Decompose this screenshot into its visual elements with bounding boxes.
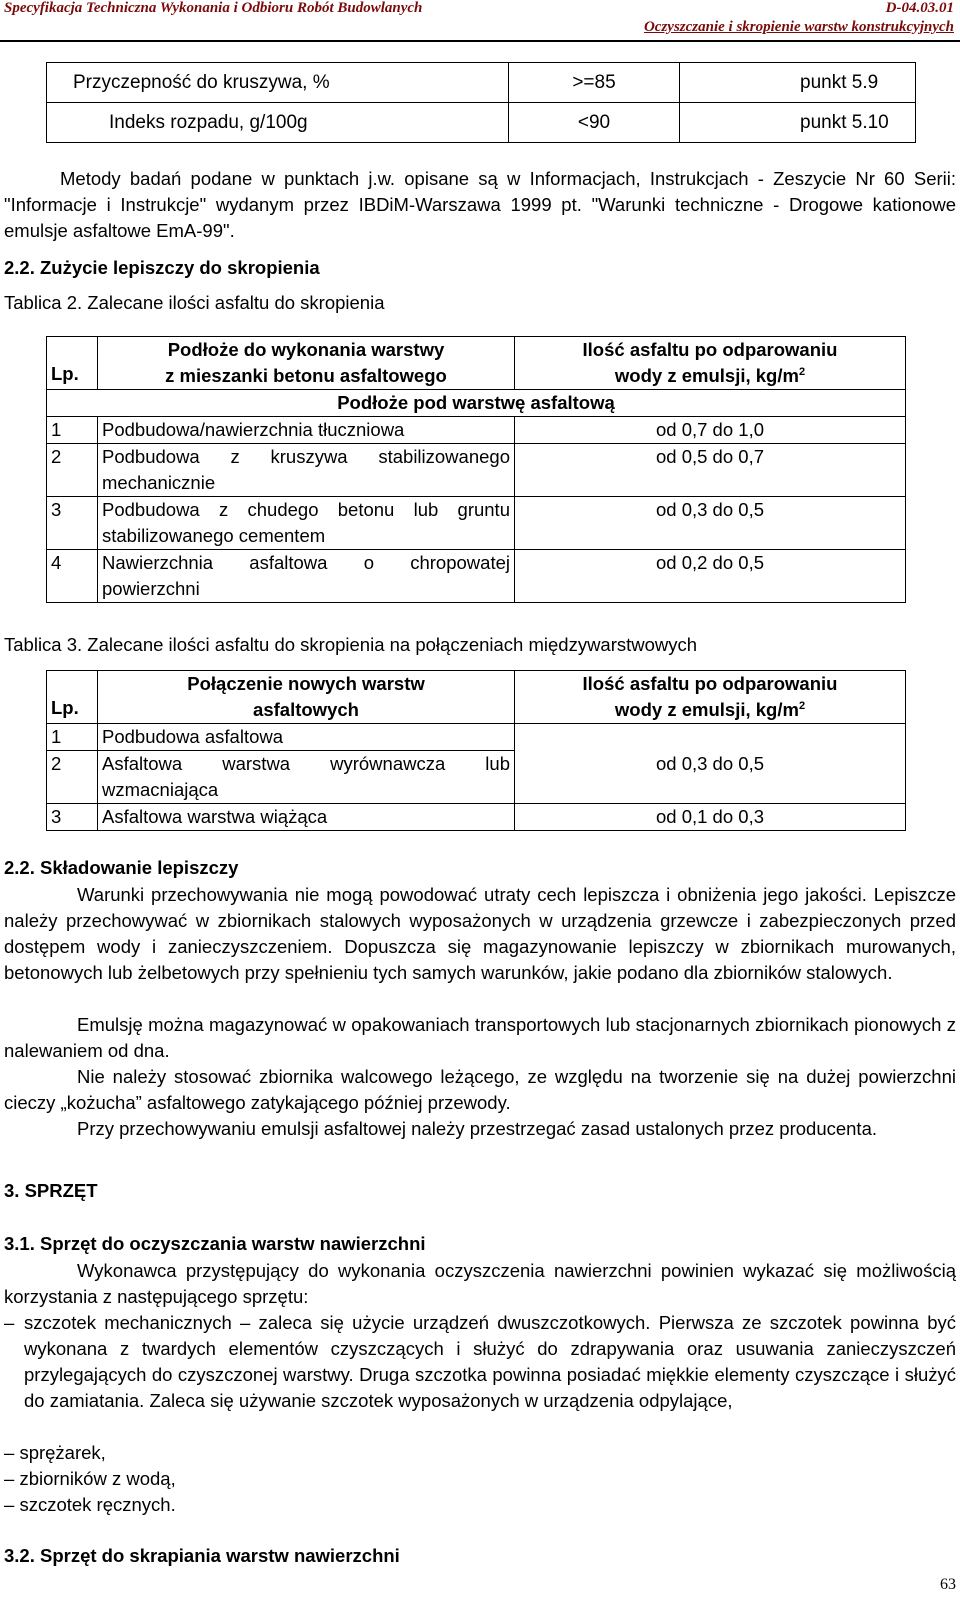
interlayer-asphalt-table [46,670,906,831]
list-item [4,1466,176,1492]
row-amount: od 0,3 do 0,5 [515,724,906,804]
row-description: Asfaltowa warstwa wyrównawcza lub wzmacniająca [98,751,515,804]
body-paragraph: Nie należy stosować zbiornika walcowego leżącego, ze względu na tworzenie się na dużej powierzchni cieczy „kożucha” asfaltowego zatykającego później przewody. [4,1066,956,1113]
header-spec-code: D-04.03.01 [885,0,954,16]
properties-table [46,62,916,143]
column-header [515,337,906,390]
body-paragraph: Warunki przechowywania nie mogą powodować utraty cech lepiszcza i obniżenia jego jakości. Lepiszcze należy przechowywać w zbiornikach stalowych wyposażonych w urządzenia grzewcze i zabezpieczonych przed dostępem wody i zanieczyszczeniem. Dopuszcza się magazynowanie lepiszczy w zbiornikach murowanych, betonowych lub żelbetowych przy spełnieniu tych samych warunków, jakie podano dla zbiorników stalowych. [4,884,956,983]
list-bullet: – [4,1312,15,1333]
section-heading: 2.2. Zużycie lepiszczy do skropienia [4,257,320,278]
row-description: Podbudowa asfaltowa [98,724,515,751]
table-row [47,724,906,751]
list-item [4,1440,106,1466]
list-bullet: – [4,1494,15,1515]
row-number: 1 [47,417,98,444]
section-heading: 2.2. Składowanie lepiszczy [4,857,239,878]
group-header: Podłoże pod warstwę asfaltową [47,390,906,417]
body-paragraph: Przy przechowywaniu emulsji asfaltowej należy przestrzegać zasad ustalonych przez producenta. [77,1118,877,1139]
body-paragraph: Emulsję można magazynować w opakowaniach transportowych lub stacjonarnych zbiornikach pionowych z nalewaniem od dna. [4,1014,956,1061]
chapter-heading: 3. SPRZĘT [4,1180,98,1201]
row-description: Asfaltowa warstwa wiążąca [98,804,515,831]
list-item [4,1492,176,1518]
section-heading: 3.2. Sprzęt do skrapiania warstw nawierzchni [4,1545,400,1566]
column-header [98,337,515,390]
row-amount: od 0,3 do 0,5 [515,497,906,550]
page-header [0,0,960,42]
page-number: 63 [940,1576,956,1593]
row-number: 2 [47,444,98,497]
row-number: 3 [47,497,98,550]
value-cell: >=85 [509,63,680,103]
value-cell: <90 [509,103,680,143]
property-cell: Przyczepność do kruszywa, % [47,63,509,103]
unit-exponent: 2 [798,365,806,378]
reference-cell: punkt 5.9 [680,63,916,103]
column-header-text: wody z emulsji, kg/m [614,365,799,386]
table-caption: Tablica 2. Zalecane ilości asfaltu do skropienia [4,292,385,313]
list-bullet: – [4,1442,15,1463]
body-paragraph: Wykonawca przystępujący do wykonania oczyszczenia nawierzchni powinien wykazać się możliwością korzystania z następującego sprzętu: [4,1260,956,1307]
methods-paragraph: Metody badań podane w punktach j.w. opisane są w Informacjach, Instrukcjach - Zeszycie Nr 60 Serii: "Informacje i Instrukcje" wydanym przez IBDiM-Warszawa 1999 pt. "Warunki techniczne - Drogowe kationowe emulsje asfaltowe EmA-99". [4,168,956,241]
column-header-line: z mieszanki betonu asfaltowego [165,365,447,386]
table-row [47,103,916,143]
column-header [98,671,515,724]
row-number: 1 [47,724,98,751]
row-description: Podbudowa z chudego betonu lub gruntu stabilizowanego cementem [98,497,515,550]
asphalt-amount-table [46,336,906,603]
table-caption: Tablica 3. Zalecane ilości asfaltu do skropienia na połączeniach międzywarstwowych [4,634,698,655]
unit-exponent: 2 [798,699,806,712]
row-number: 2 [47,751,98,804]
column-header-line [519,363,901,389]
table-row [47,63,916,103]
table-row [47,550,906,603]
header-document-title: Specyfikacja Techniczna Wykonania i Odbioru Robót Budowlanych [4,0,423,16]
row-number: 3 [47,804,98,831]
section-heading: 3.1. Sprzęt do oczyszczania warstw nawierzchni [4,1233,426,1254]
column-header-text: wody z emulsji, kg/m [614,699,799,720]
header-spec-subtitle: Oczyszczanie i skropienie warstw konstrukcyjnych [643,19,954,35]
list-item-text: zbiorników z wodą, [19,1468,176,1489]
table-row [47,497,906,550]
row-description: Podbudowa z kruszywa stabilizowanego mechanicznie [98,444,515,497]
list-item: szczotek mechanicznych – zaleca się użycie urządzeń dwuszczotkowych. Pierwsza ze szczotek powinna być wykonana z twardych elementów czyszczących i służyć do zdrapywania oraz usuwania zanieczyszczeń przylegających do czyszczonej warstwy. Druga szczotka powinna posiadać miękkie elementy czyszczące i służyć do zamiatania. Zaleca się używanie szczotek wyposażonych w urządzenia odpylające, [24,1312,956,1411]
property-cell: Indeks rozpadu, g/100g [47,103,509,143]
column-header-line [519,697,901,723]
table-row [47,417,906,444]
column-header-line: asfaltowych [253,699,359,720]
row-amount: od 0,1 do 0,3 [515,804,906,831]
row-description: Nawierzchnia asfaltowa o chropowatej powierzchni [98,550,515,603]
table-group-row [47,390,906,417]
list-item-text: sprężarek, [19,1442,106,1463]
table-row [47,444,906,497]
table-header-row [47,671,906,724]
column-header-line: Podłoże do wykonania warstwy [167,339,445,360]
table-header-row [47,337,906,390]
column-header: Lp. [47,337,98,390]
row-description: Podbudowa/nawierzchnia tłuczniowa [98,417,515,444]
table-row [47,804,906,831]
list-bullet: – [4,1468,15,1489]
list-item-text: szczotek ręcznych. [19,1494,176,1515]
column-header: Lp. [47,671,98,724]
column-header [515,671,906,724]
column-header-line: Ilość asfaltu po odparowaniu [582,339,838,360]
row-amount: od 0,2 do 0,5 [515,550,906,603]
column-header-line: Ilość asfaltu po odparowaniu [582,673,838,694]
reference-cell: punkt 5.10 [680,103,916,143]
row-number: 4 [47,550,98,603]
row-amount: od 0,5 do 0,7 [515,444,906,497]
row-amount: od 0,7 do 1,0 [515,417,906,444]
column-header-line: Połączenie nowych warstw [187,673,425,694]
